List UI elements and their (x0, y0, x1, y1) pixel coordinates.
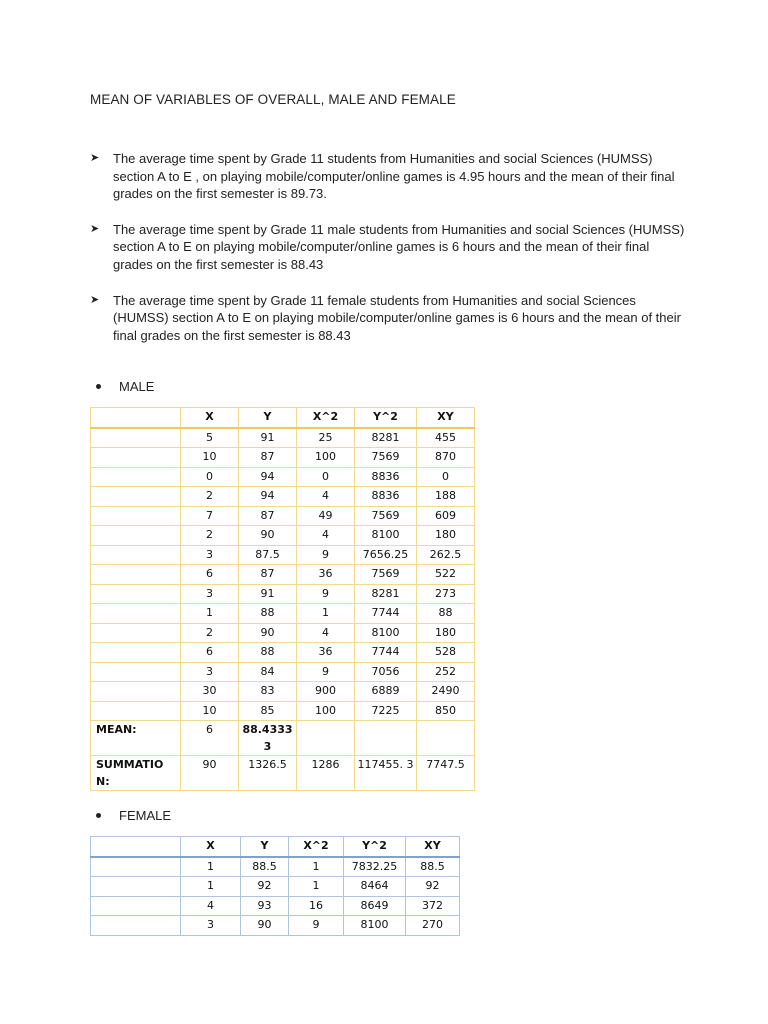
table-cell: 8100 (355, 526, 417, 546)
table-cell: 900 (297, 682, 355, 702)
table-cell: 7744 (355, 604, 417, 624)
table-cell: 3 (181, 662, 239, 682)
table-cell: Y^2 (355, 408, 417, 428)
table-cell: 8836 (355, 487, 417, 507)
table-row (91, 896, 460, 916)
table-cell (91, 916, 181, 936)
table-cell: XY (406, 837, 460, 857)
table-row (91, 428, 475, 448)
table-cell: 1 (289, 857, 344, 877)
bullet-list (90, 150, 690, 362)
table-cell: 49 (297, 506, 355, 526)
table-cell: 3 (181, 545, 239, 565)
table-row (91, 584, 475, 604)
table-cell: 8836 (355, 467, 417, 487)
table-cell (91, 448, 181, 468)
table-cell: 1 (181, 604, 239, 624)
table-cell: 6889 (355, 682, 417, 702)
table-cell: 7056 (355, 662, 417, 682)
arrow-bullet-icon: ➤ (90, 293, 100, 306)
table-cell: 36 (297, 643, 355, 663)
table-cell: 522 (417, 565, 475, 585)
table-cell: 7569 (355, 448, 417, 468)
table-cell (91, 506, 181, 526)
table-cell: 85 (239, 701, 297, 721)
header-row (91, 408, 475, 428)
table-row (91, 467, 475, 487)
table-cell: Y^2 (344, 837, 406, 857)
table-cell (91, 662, 181, 682)
table-cell: 90 (241, 916, 289, 936)
table-cell: 528 (417, 643, 475, 663)
table-cell: X^2 (289, 837, 344, 857)
table-cell: 7832.25 (344, 857, 406, 877)
table-cell: X (181, 837, 241, 857)
bullet-text: The average time spent by Grade 11 students from Humanities and social Sciences (HUMSS) section A to E , on playing mobile/computer/online games is 4.95 hours and the mean of their final grades on the first semester is 89.73. (113, 151, 675, 202)
mean-row (91, 721, 475, 756)
document-title: MEAN OF VARIABLES OF OVERALL, MALE AND FEMALE (90, 92, 456, 107)
table-cell: 84 (239, 662, 297, 682)
arrow-bullet-icon: ➤ (90, 222, 100, 235)
table-cell: 1326.5 (239, 756, 297, 791)
female-section-label: FEMALE (96, 808, 171, 823)
table-cell: 8100 (355, 623, 417, 643)
table-row (91, 604, 475, 624)
table-cell (91, 877, 181, 897)
table-cell: Y (239, 408, 297, 428)
bullet-male (90, 221, 690, 274)
bullet-text: The average time spent by Grade 11 male students from Humanities and social Sciences (HUMSS) section A to E on playing mobile/computer/online games is 6 hours and the mean of their final grades on the first semester is 88.43 (113, 221, 685, 272)
table-cell: XY (417, 408, 475, 428)
table-cell: 87.5 (239, 545, 297, 565)
header-row (91, 837, 460, 857)
table-cell (91, 526, 181, 546)
table-cell: 88.5 (241, 857, 289, 877)
table-cell: 270 (406, 916, 460, 936)
table-cell: 2 (181, 487, 239, 507)
male-table (90, 407, 475, 791)
table-cell: 273 (417, 584, 475, 604)
table-cell: 6 (181, 565, 239, 585)
table-cell: 9 (289, 916, 344, 936)
table-cell: 9 (297, 662, 355, 682)
table-cell: 455 (417, 428, 475, 448)
table-row (91, 701, 475, 721)
table-cell: 100 (297, 701, 355, 721)
table-cell (91, 701, 181, 721)
table-cell: 9 (297, 584, 355, 604)
table-cell: 90 (239, 526, 297, 546)
table-cell (91, 408, 181, 428)
table-cell: 6 (181, 643, 239, 663)
table-cell (91, 487, 181, 507)
table-cell: 2490 (417, 682, 475, 702)
table-cell: 7656.25 (355, 545, 417, 565)
table-row (91, 448, 475, 468)
table-cell: 8281 (355, 584, 417, 604)
table-cell: 36 (297, 565, 355, 585)
table-cell: 7744 (355, 643, 417, 663)
table-cell: 87 (239, 506, 297, 526)
table-cell: 1 (181, 877, 241, 897)
table-cell: 1 (297, 604, 355, 624)
bullet-female (90, 292, 690, 345)
table-cell: 0 (297, 467, 355, 487)
table-cell: 8464 (344, 877, 406, 897)
bullet-text: The average time spent by Grade 11 female students from Humanities and social Sciences (HUMSS) section A to E on playing mobile/computer/online games is 6 hours and the mean of their final grades on the first semester is 88.43 (113, 292, 681, 343)
table-cell: 16 (289, 896, 344, 916)
table-cell: SUMMATIO N: (91, 756, 181, 791)
table-cell: 93 (241, 896, 289, 916)
table-cell: 8100 (344, 916, 406, 936)
table-cell: 6 (181, 721, 239, 756)
table-cell: 180 (417, 623, 475, 643)
table-cell: 92 (406, 877, 460, 897)
table-cell: 88.4333 3 (239, 721, 297, 756)
table-row (91, 506, 475, 526)
table-cell: 7 (181, 506, 239, 526)
table-cell: 4 (181, 896, 241, 916)
table-cell (91, 467, 181, 487)
table-cell: 4 (297, 623, 355, 643)
table-cell: 252 (417, 662, 475, 682)
male-section-label: MALE (96, 379, 154, 394)
table-cell: 7747.5 (417, 756, 475, 791)
table-cell: 180 (417, 526, 475, 546)
table-cell: 9 (297, 545, 355, 565)
table-cell: 7225 (355, 701, 417, 721)
table-cell: 2 (181, 526, 239, 546)
table-cell: 87 (239, 565, 297, 585)
table-cell: 91 (239, 428, 297, 448)
bullet-overall (90, 150, 690, 203)
table-row (91, 487, 475, 507)
table-row (91, 877, 460, 897)
table-cell (91, 857, 181, 877)
table-cell: 4 (297, 526, 355, 546)
table-row (91, 682, 475, 702)
table-row (91, 857, 460, 877)
table-cell: 262.5 (417, 545, 475, 565)
table-cell: 10 (181, 448, 239, 468)
table-row (91, 623, 475, 643)
table-cell: 87 (239, 448, 297, 468)
table-cell: 88 (239, 604, 297, 624)
table-cell: Y (241, 837, 289, 857)
dot-bullet-icon (96, 384, 101, 389)
table-cell: 0 (417, 467, 475, 487)
table-cell: 10 (181, 701, 239, 721)
table-row (91, 643, 475, 663)
table-cell: MEAN: (91, 721, 181, 756)
table-row (91, 662, 475, 682)
table-cell (91, 565, 181, 585)
table-cell: 90 (239, 623, 297, 643)
table-cell (417, 721, 475, 756)
table-cell: 5 (181, 428, 239, 448)
table-cell: 90 (181, 756, 239, 791)
table-cell: 870 (417, 448, 475, 468)
table-cell: 188 (417, 487, 475, 507)
table-cell: 1286 (297, 756, 355, 791)
table-cell: 91 (239, 584, 297, 604)
table-cell: 8281 (355, 428, 417, 448)
table-cell: X^2 (297, 408, 355, 428)
table-cell: 100 (297, 448, 355, 468)
table-cell: 8649 (344, 896, 406, 916)
table-cell: 88 (239, 643, 297, 663)
table-cell: 92 (241, 877, 289, 897)
table-cell: 7569 (355, 506, 417, 526)
table-cell: 7569 (355, 565, 417, 585)
table-row (91, 916, 460, 936)
table-cell: 3 (181, 916, 241, 936)
table-row (91, 526, 475, 546)
table-cell: 372 (406, 896, 460, 916)
table-cell: 0 (181, 467, 239, 487)
table-cell: 3 (181, 584, 239, 604)
table-cell (91, 545, 181, 565)
table-cell (91, 623, 181, 643)
table-cell (91, 584, 181, 604)
table-row (91, 545, 475, 565)
table-cell: 1 (181, 857, 241, 877)
table-cell (91, 896, 181, 916)
dot-bullet-icon (96, 813, 101, 818)
table-cell: 4 (297, 487, 355, 507)
table-cell (91, 643, 181, 663)
table-cell: 25 (297, 428, 355, 448)
female-table (90, 836, 460, 936)
table-cell: 117455. 3 (355, 756, 417, 791)
table-cell: 30 (181, 682, 239, 702)
table-cell: 83 (239, 682, 297, 702)
table-cell: 88.5 (406, 857, 460, 877)
table-cell: 94 (239, 467, 297, 487)
table-cell (91, 604, 181, 624)
table-cell: 609 (417, 506, 475, 526)
table-cell: 1 (289, 877, 344, 897)
table-cell: 88 (417, 604, 475, 624)
table-cell (91, 837, 181, 857)
table-cell: 2 (181, 623, 239, 643)
table-cell (91, 682, 181, 702)
summation-row (91, 756, 475, 791)
arrow-bullet-icon: ➤ (90, 152, 100, 164)
table-row (91, 565, 475, 585)
table-cell (297, 721, 355, 756)
table-cell (355, 721, 417, 756)
table-cell: 94 (239, 487, 297, 507)
table-cell: X (181, 408, 239, 428)
table-cell (91, 428, 181, 448)
table-cell: 850 (417, 701, 475, 721)
